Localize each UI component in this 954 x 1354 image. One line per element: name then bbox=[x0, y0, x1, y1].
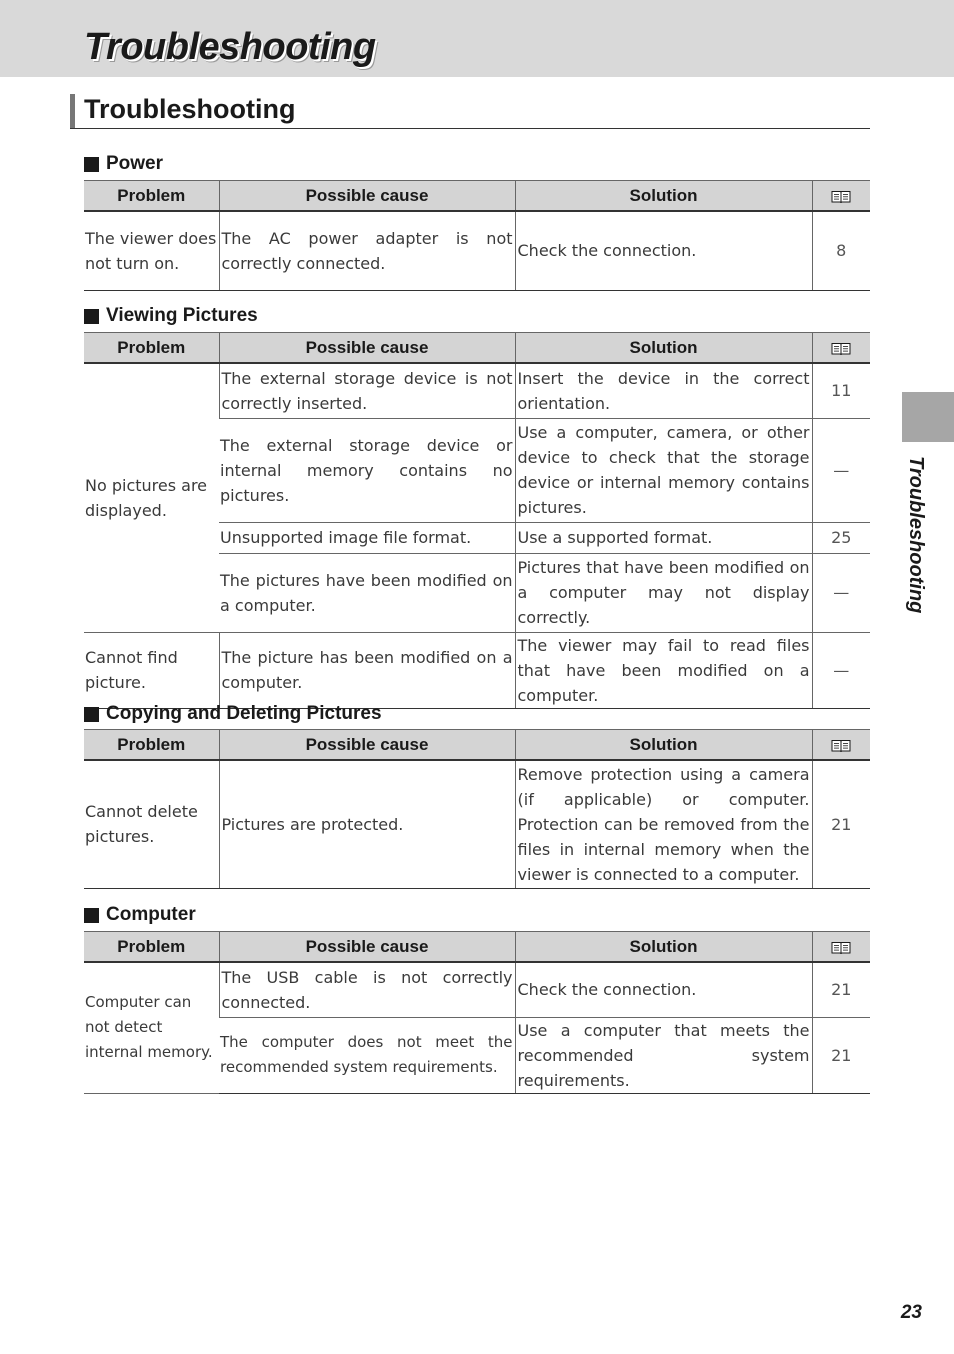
book-icon bbox=[831, 342, 851, 355]
section-marker-bar bbox=[70, 94, 75, 128]
book-icon bbox=[831, 941, 851, 954]
cell-reference: — bbox=[812, 632, 870, 708]
column-header-cause: Possible cause bbox=[219, 333, 515, 364]
book-icon bbox=[831, 190, 851, 203]
subsection-power-heading bbox=[84, 153, 163, 175]
column-header-solution: Solution bbox=[515, 181, 812, 212]
table-row bbox=[84, 363, 870, 418]
cell-problem: No pictures are displayed. bbox=[84, 363, 219, 632]
table-header-row bbox=[84, 333, 870, 364]
column-header-problem: Problem bbox=[84, 932, 219, 963]
column-header-problem: Problem bbox=[84, 730, 219, 761]
column-header-cause: Possible cause bbox=[219, 181, 515, 212]
cell-reference: 21 bbox=[812, 962, 870, 1017]
column-header-reference bbox=[812, 932, 870, 963]
column-header-solution: Solution bbox=[515, 932, 812, 963]
column-header-problem: Problem bbox=[84, 181, 219, 212]
chapter-side-label: Troubleshooting bbox=[905, 456, 927, 614]
cell-cause: The computer does not meet the recommended system requirements. bbox=[219, 1017, 515, 1093]
cell-solution: Check the connection. bbox=[515, 211, 812, 290]
column-header-reference bbox=[812, 181, 870, 212]
cell-solution: Use a computer, camera, or other device to check that the storage device or internal memory contains pictures. bbox=[515, 418, 812, 522]
subsection-computer-heading bbox=[84, 904, 196, 926]
table-row bbox=[84, 211, 870, 290]
cell-solution: The viewer may fail to read files that have been modified on a computer. bbox=[515, 632, 812, 708]
cell-reference: 21 bbox=[812, 1017, 870, 1093]
cell-cause: The AC power adapter is not correctly connected. bbox=[219, 211, 515, 290]
cell-reference: — bbox=[812, 553, 870, 632]
cell-solution: Check the connection. bbox=[515, 962, 812, 1017]
cell-cause: The external storage device is not correctly inserted. bbox=[219, 363, 515, 418]
column-header-cause: Possible cause bbox=[219, 730, 515, 761]
cell-cause: The pictures have been modified on a computer. bbox=[219, 553, 515, 632]
column-header-cause: Possible cause bbox=[219, 932, 515, 963]
cell-cause: The picture has been modified on a computer. bbox=[219, 632, 515, 708]
table-row bbox=[84, 760, 870, 888]
cell-reference: 25 bbox=[812, 522, 870, 553]
table-header-row bbox=[84, 730, 870, 761]
square-bullet-icon bbox=[84, 908, 99, 923]
cell-problem: Cannot find picture. bbox=[84, 632, 219, 708]
banner-title: Troubleshooting bbox=[84, 26, 376, 68]
cell-problem: Computer can not detect internal memory. bbox=[84, 962, 219, 1093]
cell-reference: 8 bbox=[812, 211, 870, 290]
square-bullet-icon bbox=[84, 157, 99, 172]
subsection-copying-heading bbox=[84, 703, 382, 725]
column-header-solution: Solution bbox=[515, 730, 812, 761]
cell-cause: The external storage device or internal memory contains no pictures. bbox=[219, 418, 515, 522]
square-bullet-icon bbox=[84, 309, 99, 324]
page-number: 23 bbox=[900, 1302, 922, 1323]
cell-problem: Cannot delete pictures. bbox=[84, 760, 219, 888]
table-header-row bbox=[84, 932, 870, 963]
table-computer bbox=[84, 931, 870, 1094]
subsection-computer-title: Computer bbox=[106, 904, 196, 925]
book-icon bbox=[831, 739, 851, 752]
cell-reference: — bbox=[812, 418, 870, 522]
table-viewing-pictures bbox=[84, 332, 870, 709]
cell-cause: Pictures are protected. bbox=[219, 760, 515, 888]
table-power bbox=[84, 180, 870, 291]
subsection-power-title: Power bbox=[106, 153, 164, 174]
column-header-solution: Solution bbox=[515, 333, 812, 364]
cell-cause: The USB cable is not correctly connected. bbox=[219, 962, 515, 1017]
section-heading bbox=[70, 94, 870, 129]
subsection-copying-title: Copying and Deleting Pictures bbox=[106, 703, 382, 724]
cell-problem: The viewer does not turn on. bbox=[84, 211, 219, 290]
cell-reference: 11 bbox=[812, 363, 870, 418]
cell-solution: Use a supported format. bbox=[515, 522, 812, 553]
cell-solution: Remove protection using a camera (if applicable) or computer. Protection can be removed from the files in internal memory when the viewer is connected to a computer. bbox=[515, 760, 812, 888]
table-row bbox=[84, 632, 870, 708]
square-bullet-icon bbox=[84, 707, 99, 722]
cell-solution: Pictures that have been modified on a computer may not display correctly. bbox=[515, 553, 812, 632]
table-row bbox=[84, 962, 870, 1017]
chapter-side-tab bbox=[902, 392, 954, 442]
section-title: Troubleshooting bbox=[84, 94, 296, 124]
column-header-reference bbox=[812, 333, 870, 364]
subsection-viewing-title: Viewing Pictures bbox=[106, 305, 258, 326]
cell-solution: Use a computer that meets the recommended system requirements. bbox=[515, 1017, 812, 1093]
column-header-problem: Problem bbox=[84, 333, 219, 364]
table-header-row bbox=[84, 181, 870, 212]
header-banner bbox=[0, 0, 954, 77]
cell-solution: Insert the device in the correct orientation. bbox=[515, 363, 812, 418]
cell-cause: Unsupported image file format. bbox=[219, 522, 515, 553]
subsection-viewing-heading bbox=[84, 305, 258, 327]
column-header-reference bbox=[812, 730, 870, 761]
cell-reference: 21 bbox=[812, 760, 870, 888]
table-copying-deleting bbox=[84, 729, 870, 889]
